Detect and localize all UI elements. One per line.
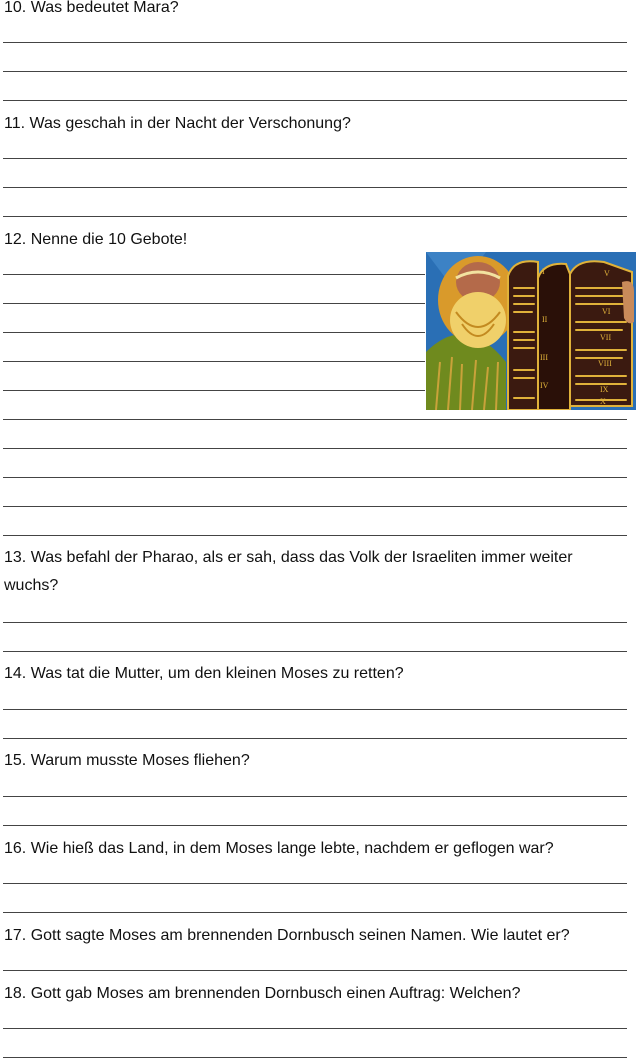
question-10: 10. Was bedeutet Mara? [4, 0, 179, 16]
answer-line[interactable] [3, 390, 425, 391]
numeral-VII: VII [600, 333, 612, 342]
numeral-I: I [542, 267, 545, 276]
numeral-IX: IX [600, 385, 609, 394]
beard [450, 292, 506, 348]
answer-line[interactable] [3, 622, 627, 623]
question-14: 14. Was tat die Mutter, um den kleinen Moses zu retten? [4, 665, 404, 682]
numeral-VI: VI [602, 307, 611, 316]
numeral-IV: IV [540, 381, 549, 390]
answer-line[interactable] [3, 158, 627, 159]
answer-line[interactable] [3, 332, 425, 333]
answer-line[interactable] [3, 912, 627, 913]
answer-line[interactable] [3, 477, 627, 478]
numeral-X: X [600, 397, 606, 406]
numeral-VIII: VIII [598, 359, 612, 368]
answer-line[interactable] [3, 100, 627, 101]
answer-line[interactable] [3, 970, 627, 971]
answer-line[interactable] [3, 419, 627, 420]
answer-line[interactable] [3, 651, 627, 652]
question-17: 17. Gott sagte Moses am brennenden Dornbusch seinen Namen. Wie lautet er? [4, 927, 570, 944]
tablet-left [508, 261, 538, 410]
answer-line[interactable] [3, 825, 627, 826]
answer-line[interactable] [3, 448, 627, 449]
numeral-V: V [604, 269, 610, 278]
numeral-II: II [542, 315, 548, 324]
answer-line[interactable] [3, 71, 627, 72]
question-12: 12. Nenne die 10 Gebote! [4, 231, 188, 248]
question-11: 11. Was geschah in der Nacht der Verschonung? [4, 115, 351, 132]
answer-line[interactable] [3, 738, 627, 739]
answer-line[interactable] [3, 1028, 627, 1029]
question-16: 16. Wie hieß das Land, in dem Moses lange lebte, nachdem er geflogen war? [4, 840, 554, 857]
answer-line[interactable] [3, 883, 627, 884]
numeral-III: III [540, 353, 548, 362]
answer-line[interactable] [3, 506, 627, 507]
answer-line[interactable] [3, 274, 425, 275]
answer-line[interactable] [3, 535, 627, 536]
answer-line[interactable] [3, 303, 425, 304]
answer-line[interactable] [3, 709, 627, 710]
answer-line[interactable] [3, 796, 627, 797]
answer-line[interactable] [3, 1057, 627, 1058]
answer-line[interactable] [3, 216, 627, 217]
answer-line[interactable] [3, 361, 425, 362]
question-15: 15. Warum musste Moses fliehen? [4, 752, 250, 769]
moses-tablets-illustration [426, 252, 636, 410]
question-13: 13. Was befahl der Pharao, als er sah, dass das Volk der Israeliten immer weiter wuchs? [4, 549, 573, 594]
question-18: 18. Gott gab Moses am brennenden Dornbusch einen Auftrag: Welchen? [4, 985, 521, 1002]
answer-line[interactable] [3, 187, 627, 188]
answer-line[interactable] [3, 42, 627, 43]
